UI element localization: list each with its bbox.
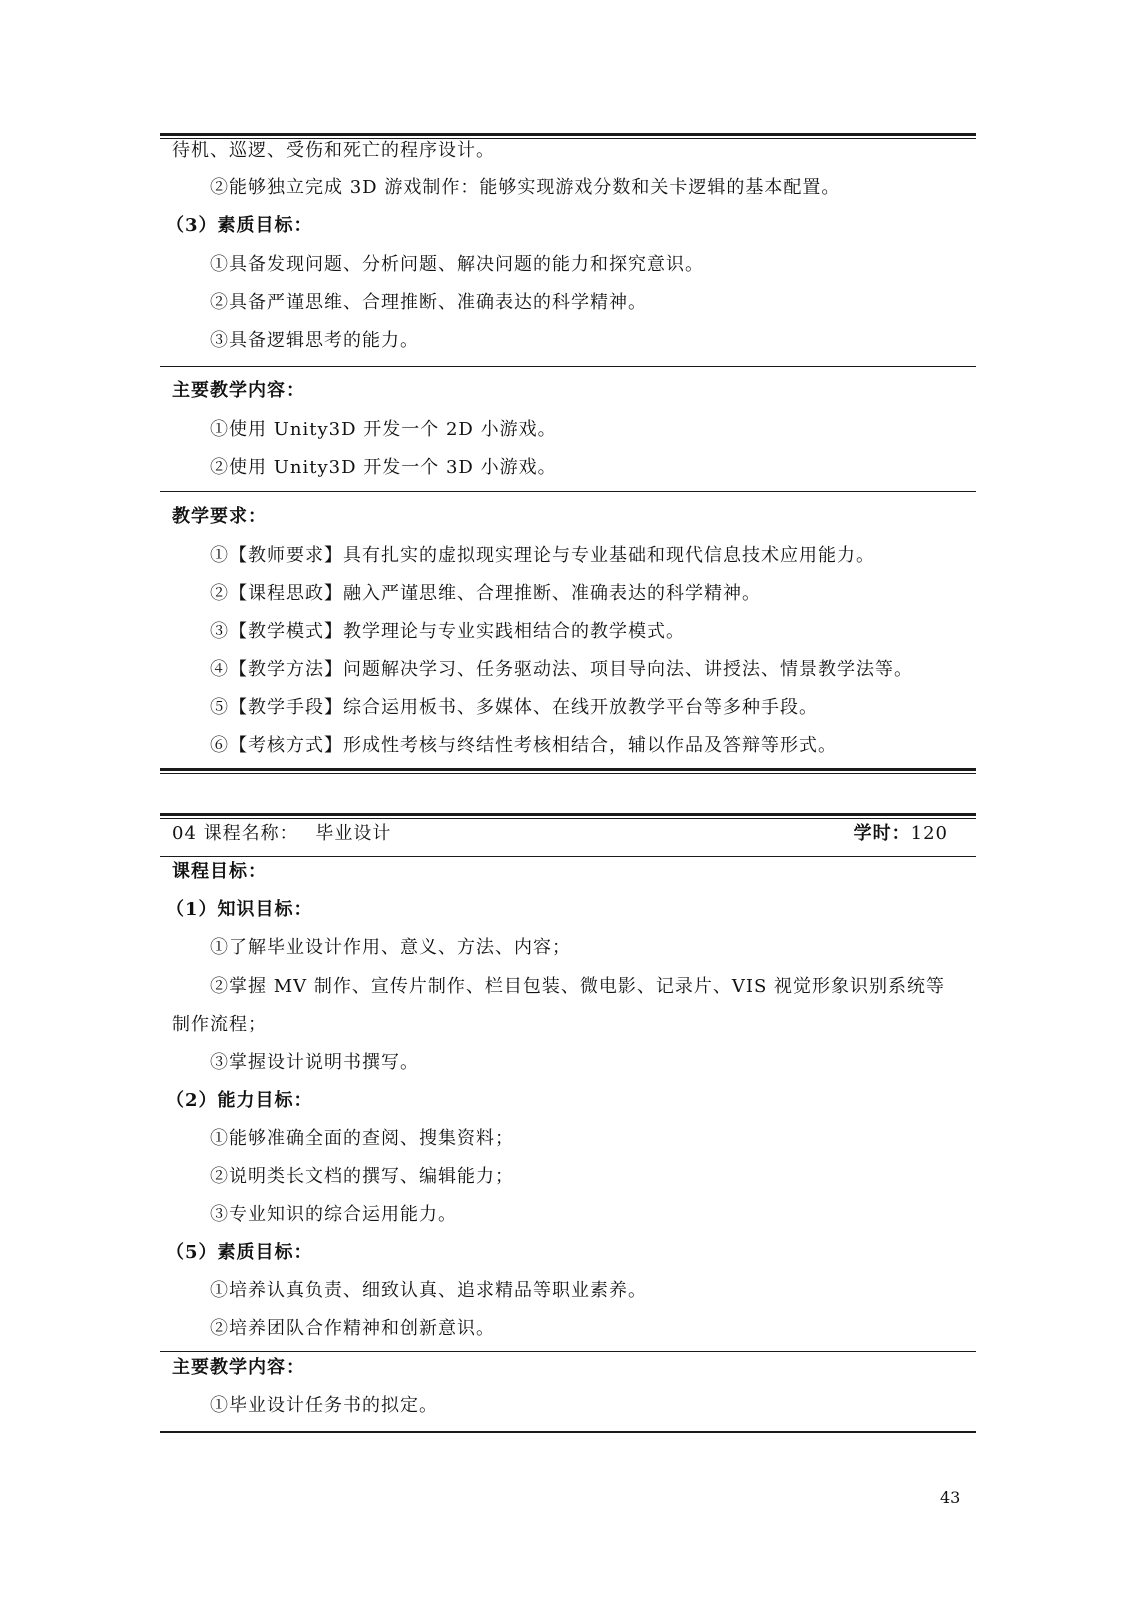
quality-item: ①培养认真负责、细致认真、追求精品等职业素养。 — [210, 1280, 647, 1301]
requirements-heading: 教学要求： — [172, 506, 267, 527]
requirement-item: ⑤【教学手段】综合运用板书、多媒体、在线开放教学平台等多种手段。 — [210, 697, 818, 718]
section-divider — [160, 366, 976, 367]
section-divider — [160, 1351, 976, 1352]
knowledge-item-cont: 制作流程； — [172, 1014, 267, 1035]
hours-value: 120 — [910, 823, 948, 844]
section-divider — [160, 491, 976, 492]
content-item: ①使用 Unity3D 开发一个 2D 小游戏。 — [210, 419, 557, 440]
requirement-item: ④【教学方法】问题解决学习、任务驱动法、项目导向法、讲授法、情景教学法等。 — [210, 659, 913, 680]
requirement-item: ⑥【考核方式】形成性考核与终结性考核相结合，辅以作品及答辩等形式。 — [210, 735, 837, 756]
quality-item: ①具备发现问题、分析问题、解决问题的能力和探究意识。 — [210, 254, 704, 275]
knowledge-item: ①了解毕业设计作用、意义、方法、内容； — [210, 937, 571, 958]
ability-item: ③专业知识的综合运用能力。 — [210, 1204, 457, 1225]
course-name-value: 毕业设计 — [315, 823, 392, 844]
body-text: 待机、巡逻、受伤和死亡的程序设计。 — [172, 140, 495, 161]
section-heading: （3）素质目标： — [166, 215, 313, 236]
section-divider — [160, 856, 976, 857]
content-heading: 主要教学内容： — [172, 1357, 305, 1378]
quality-item: ②具备严谨思维、合理推断、准确表达的科学精神。 — [210, 292, 647, 313]
section-heading: （1）知识目标： — [166, 899, 313, 920]
quality-item: ②培养团队合作精神和创新意识。 — [210, 1318, 495, 1339]
course-header-row — [172, 822, 948, 846]
content-heading: 主要教学内容： — [172, 380, 305, 401]
skill-item: ②能够独立完成 3D 游戏制作：能够实现游戏分数和关卡逻辑的基本配置。 — [210, 177, 841, 198]
requirement-item: ①【教师要求】具有扎实的虚拟现实理论与专业基础和现代信息技术应用能力。 — [210, 545, 875, 566]
page-number: 43 — [940, 1488, 961, 1507]
knowledge-item: ②掌握 MV 制作、宣传片制作、栏目包装、微电影、记录片、VIS 视觉形象识别系统等 — [210, 976, 946, 997]
content-item: ①毕业设计任务书的拟定。 — [210, 1395, 438, 1416]
course-name-label: 04 课程名称： — [172, 823, 299, 844]
content-item: ②使用 Unity3D 开发一个 3D 小游戏。 — [210, 457, 557, 478]
knowledge-item: ③掌握设计说明书撰写。 — [210, 1052, 419, 1073]
requirement-item: ③【教学模式】教学理论与专业实践相结合的教学模式。 — [210, 621, 685, 642]
course-hours — [854, 822, 948, 846]
ability-item: ②说明类长文档的撰写、编辑能力； — [210, 1166, 514, 1187]
section-heading: （2）能力目标： — [166, 1090, 313, 1111]
table-bottom-rule — [160, 768, 976, 774]
requirement-item: ②【课程思政】融入严谨思维、合理推断、准确表达的科学精神。 — [210, 583, 761, 604]
hours-label: 学时： — [853, 823, 911, 844]
ability-item: ①能够准确全面的查阅、搜集资料； — [210, 1128, 514, 1149]
table-top-rule — [160, 813, 976, 819]
quality-item: ③具备逻辑思考的能力。 — [210, 330, 419, 351]
section-heading: （5）素质目标： — [166, 1242, 313, 1263]
goals-heading: 课程目标： — [172, 861, 267, 882]
table-bottom-rule — [160, 1431, 976, 1433]
